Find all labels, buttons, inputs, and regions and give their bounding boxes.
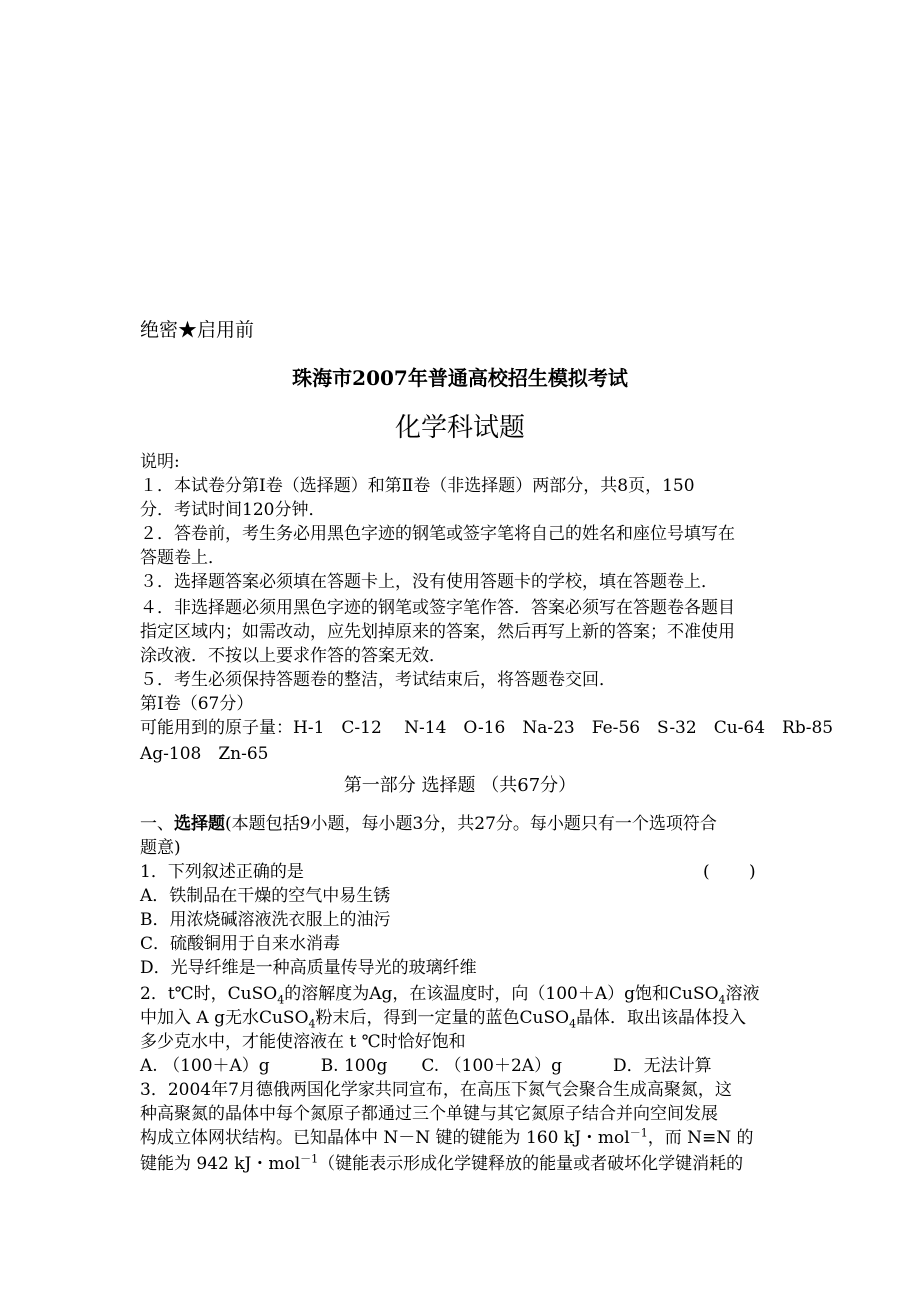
q1-stem: 1．下列叙述正确的是 <box>140 862 304 882</box>
q1-option-d: D．光导纤维是一种高质量传导光的玻璃纤维 <box>140 958 477 978</box>
part1-intro <box>140 812 717 836</box>
q2-line2 <box>140 1006 746 1030</box>
part1-prefix: 一、 <box>140 814 174 834</box>
q2-text: 晶体．取出该晶体投入 <box>576 1008 747 1028</box>
q2-options: A. （100＋A）g B. 100g C. （100＋2A）g D．无法计算 <box>140 1056 712 1076</box>
instruction-line: 答题卷上． <box>140 548 225 568</box>
q1-option-a: A．铁制品在干燥的空气中易生锈 <box>140 886 391 906</box>
q2-text: 溶液 <box>725 984 760 1004</box>
instruction-line: ５．考生必须保持答题卷的整洁，考试结束后，将答题卷交回． <box>140 670 616 690</box>
q3-line3 <box>140 1126 754 1150</box>
q3-line1: 3．2004年7月德俄两国化学家共同宣布，在高压下氮气会聚合生成高聚氮，这 <box>140 1080 732 1100</box>
q3-superscript: －1 <box>300 1152 319 1166</box>
instruction-line: ４．非选择题必须用黑色字迹的钢笔或签字笔作答．答案必须写在答题卷各题目 <box>140 598 735 618</box>
part1-rest: (本题包括9小题，每小题3分，共27分。每小题只有一个选项符合 <box>225 814 717 834</box>
instructions-heading: 说明: <box>140 452 180 472</box>
atomic-masses-cont: Ag-108 Zn-65 <box>140 744 269 764</box>
part1-intro-cont: 题意) <box>140 838 181 858</box>
section-title: 第一部分 选择题 （共67分） <box>343 775 577 796</box>
atomic-masses: 可能用到的原子量：H-1 C-12 N-14 O-16 Na-23 Fe-56 S-32 Cu-64 Rb-85 <box>140 718 834 738</box>
q2-line1 <box>140 982 760 1006</box>
instruction-line: ３．选择题答案必须填在答题卡上，没有使用答题卡的学校，填在答题卷上． <box>140 572 718 592</box>
instruction-line: 指定区域内；如需改动，应先划掉原来的答案，然后再写上新的答案；不准使用 <box>140 622 735 642</box>
instruction-line: 分．考试时间120分钟． <box>140 500 326 520</box>
subject-title: 化学科试题 <box>394 413 525 443</box>
q3-text: ，而 N≡N 的 <box>647 1128 754 1148</box>
instruction-line: １．本试卷分第Ⅰ卷（选择题）和第Ⅱ卷（非选择题）两部分，共8页，150 <box>140 476 695 496</box>
q3-superscript: －1 <box>629 1126 648 1140</box>
q3-text: 构成立体网状结构。已知晶体中 N－N 键的键能为 160 kJ・mol <box>140 1128 630 1148</box>
q2-text: 2．t℃时，CuSO <box>140 984 278 1004</box>
q3-line2: 种高聚氮的晶体中每个氮原子都通过三个单键与其它氮原子结合并向空间发展 <box>140 1104 718 1124</box>
q2-text: 中加入 A g无水CuSO <box>140 1008 309 1028</box>
q3-text: 键能为 942 kJ・mol <box>140 1154 301 1174</box>
instruction-line: ２．答卷前，考生务必用黑色字迹的钢笔或签字笔将自己的姓名和座位号填写在 <box>140 524 735 544</box>
volume-heading: 第Ⅰ卷（67分） <box>140 694 254 714</box>
q1-option-b: B．用浓烧碱溶液洗衣服上的油污 <box>140 910 391 930</box>
instruction-line: 涂改液．不按以上要求作答的答案无效． <box>140 646 446 666</box>
exam-title: 珠海市2007年普通高校招生模拟考试 <box>292 366 628 390</box>
q1-option-c: C．硫酸铜用于自来水消毒 <box>140 934 341 954</box>
q2-text: 的溶解度为Ag，在该温度时，向（100＋A）g饱和CuSO <box>284 984 719 1004</box>
confidential-label: 绝密★启用前 <box>140 319 255 341</box>
q2-subscript: 4 <box>718 993 726 1007</box>
q2-subscript: 4 <box>277 993 285 1007</box>
q3-text: （键能表示形成化学键释放的能量或者破坏化学键消耗的 <box>318 1154 744 1174</box>
q2-subscript: 4 <box>569 1017 577 1031</box>
q3-line4 <box>140 1152 743 1176</box>
part1-bold: 选择题 <box>174 814 225 834</box>
q2-line3: 多少克水中，才能使溶液在 t ℃时恰好饱和 <box>140 1032 466 1052</box>
q2-text: 粉末后，得到一定量的蓝色CuSO <box>315 1008 570 1028</box>
q2-subscript: 4 <box>308 1017 316 1031</box>
q1-answer-bracket: ( ) <box>703 862 756 882</box>
